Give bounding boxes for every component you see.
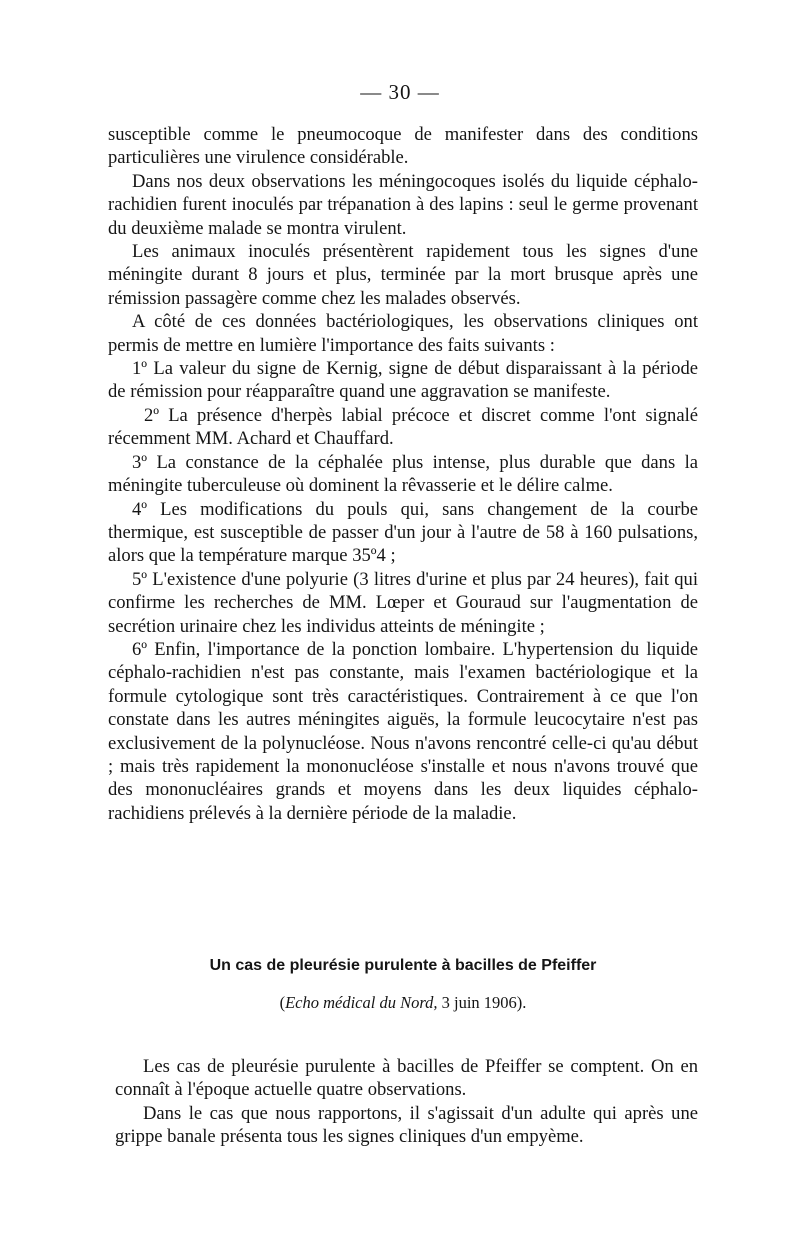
section-source xyxy=(108,993,698,1013)
list-item: 5º L'existence d'une polyurie (3 litres d'urine et plus par 24 heures), fait qui confirme les recherches de MM. Lœper et Gouraud sur l'augmentation de secrétion urinaire chez les individus atteints de méningite ; xyxy=(108,568,698,637)
source-journal: Echo médical du Nord, xyxy=(285,993,438,1012)
list-item: 6º Enfin, l'importance de la ponction lombaire. L'hypertension du liquide céphalo-rachidien n'est pas constante, mais l'examen bactériologique et la formule cytologique sont très caractéristiques. Contrairement à ce que l'on constate dans les autres méningites aiguës, la formule leucocytaire n'est pas exclusivement de la polynucléose. Nous n'avons rencontré celle-ci qu'au début ; mais très rapidement la mononucléose s'installe et nous n'avons trouvé que des mononucléaires grands et moyens dans les deux liquides céphalo-rachidiens prélevés à la dernière période de la maladie. xyxy=(108,638,698,824)
source-date: 3 juin 1906). xyxy=(441,993,527,1012)
source-open: ( xyxy=(279,993,286,1012)
list-item: 1º La valeur du signe de Kernig, signe de début disparaissant à la période de rémission pour réapparaître quand une aggravation se manifeste. xyxy=(108,358,698,403)
page-number: — 30 — xyxy=(360,80,440,104)
paragraph: Dans nos deux observations les méningocoques isolés du liquide céphalo-rachidien furent inoculés par trépanation à des lapins : seul le germe provenant du deuxième malade se montra virulent. xyxy=(108,170,698,239)
paragraph: A côté de ces données bactériologiques, les observations cliniques ont permis de mettre en lumière l'importance des faits suivants : xyxy=(108,311,698,356)
paragraph: Dans le cas que nous rapportons, il s'agissait d'un adulte qui après une grippe banale présenta tous les signes cliniques d'un empyème. xyxy=(115,1102,698,1148)
list-item: 3º La constance de la céphalée plus intense, plus durable que dans la méningite tuberculeuse où dominent la rêvasserie et le délire calme. xyxy=(108,451,698,497)
list-item: 4º Les modifications du pouls qui, sans changement de la courbe thermique, est susceptible de passer d'un jour à l'autre de 58 à 160 pulsations, alors que la température marque 35º4 ; xyxy=(108,498,698,567)
paragraph: Les animaux inoculés présentèrent rapidement tous les signes d'une méningite durant 8 jours et plus, terminée par la mort brusque après une rémission passagère comme chez les malades observés. xyxy=(108,241,698,309)
paragraph: susceptible comme le pneumocoque de manifester dans des conditions particulières une virulence considérable. xyxy=(108,124,698,169)
section-title: Un cas de pleurésie purulente à bacilles de Pfeiffer xyxy=(209,957,597,974)
list-item: 2º La présence d'herpès labial précoce et discret comme l'ont signalé récemment MM. Achard et Chauffard. xyxy=(108,404,698,450)
section-body xyxy=(115,1055,698,1149)
body-text xyxy=(108,123,698,825)
paragraph: Les cas de pleurésie purulente à bacilles de Pfeiffer se comptent. On en connaît à l'époque actuelle quatre observations. xyxy=(115,1056,698,1101)
